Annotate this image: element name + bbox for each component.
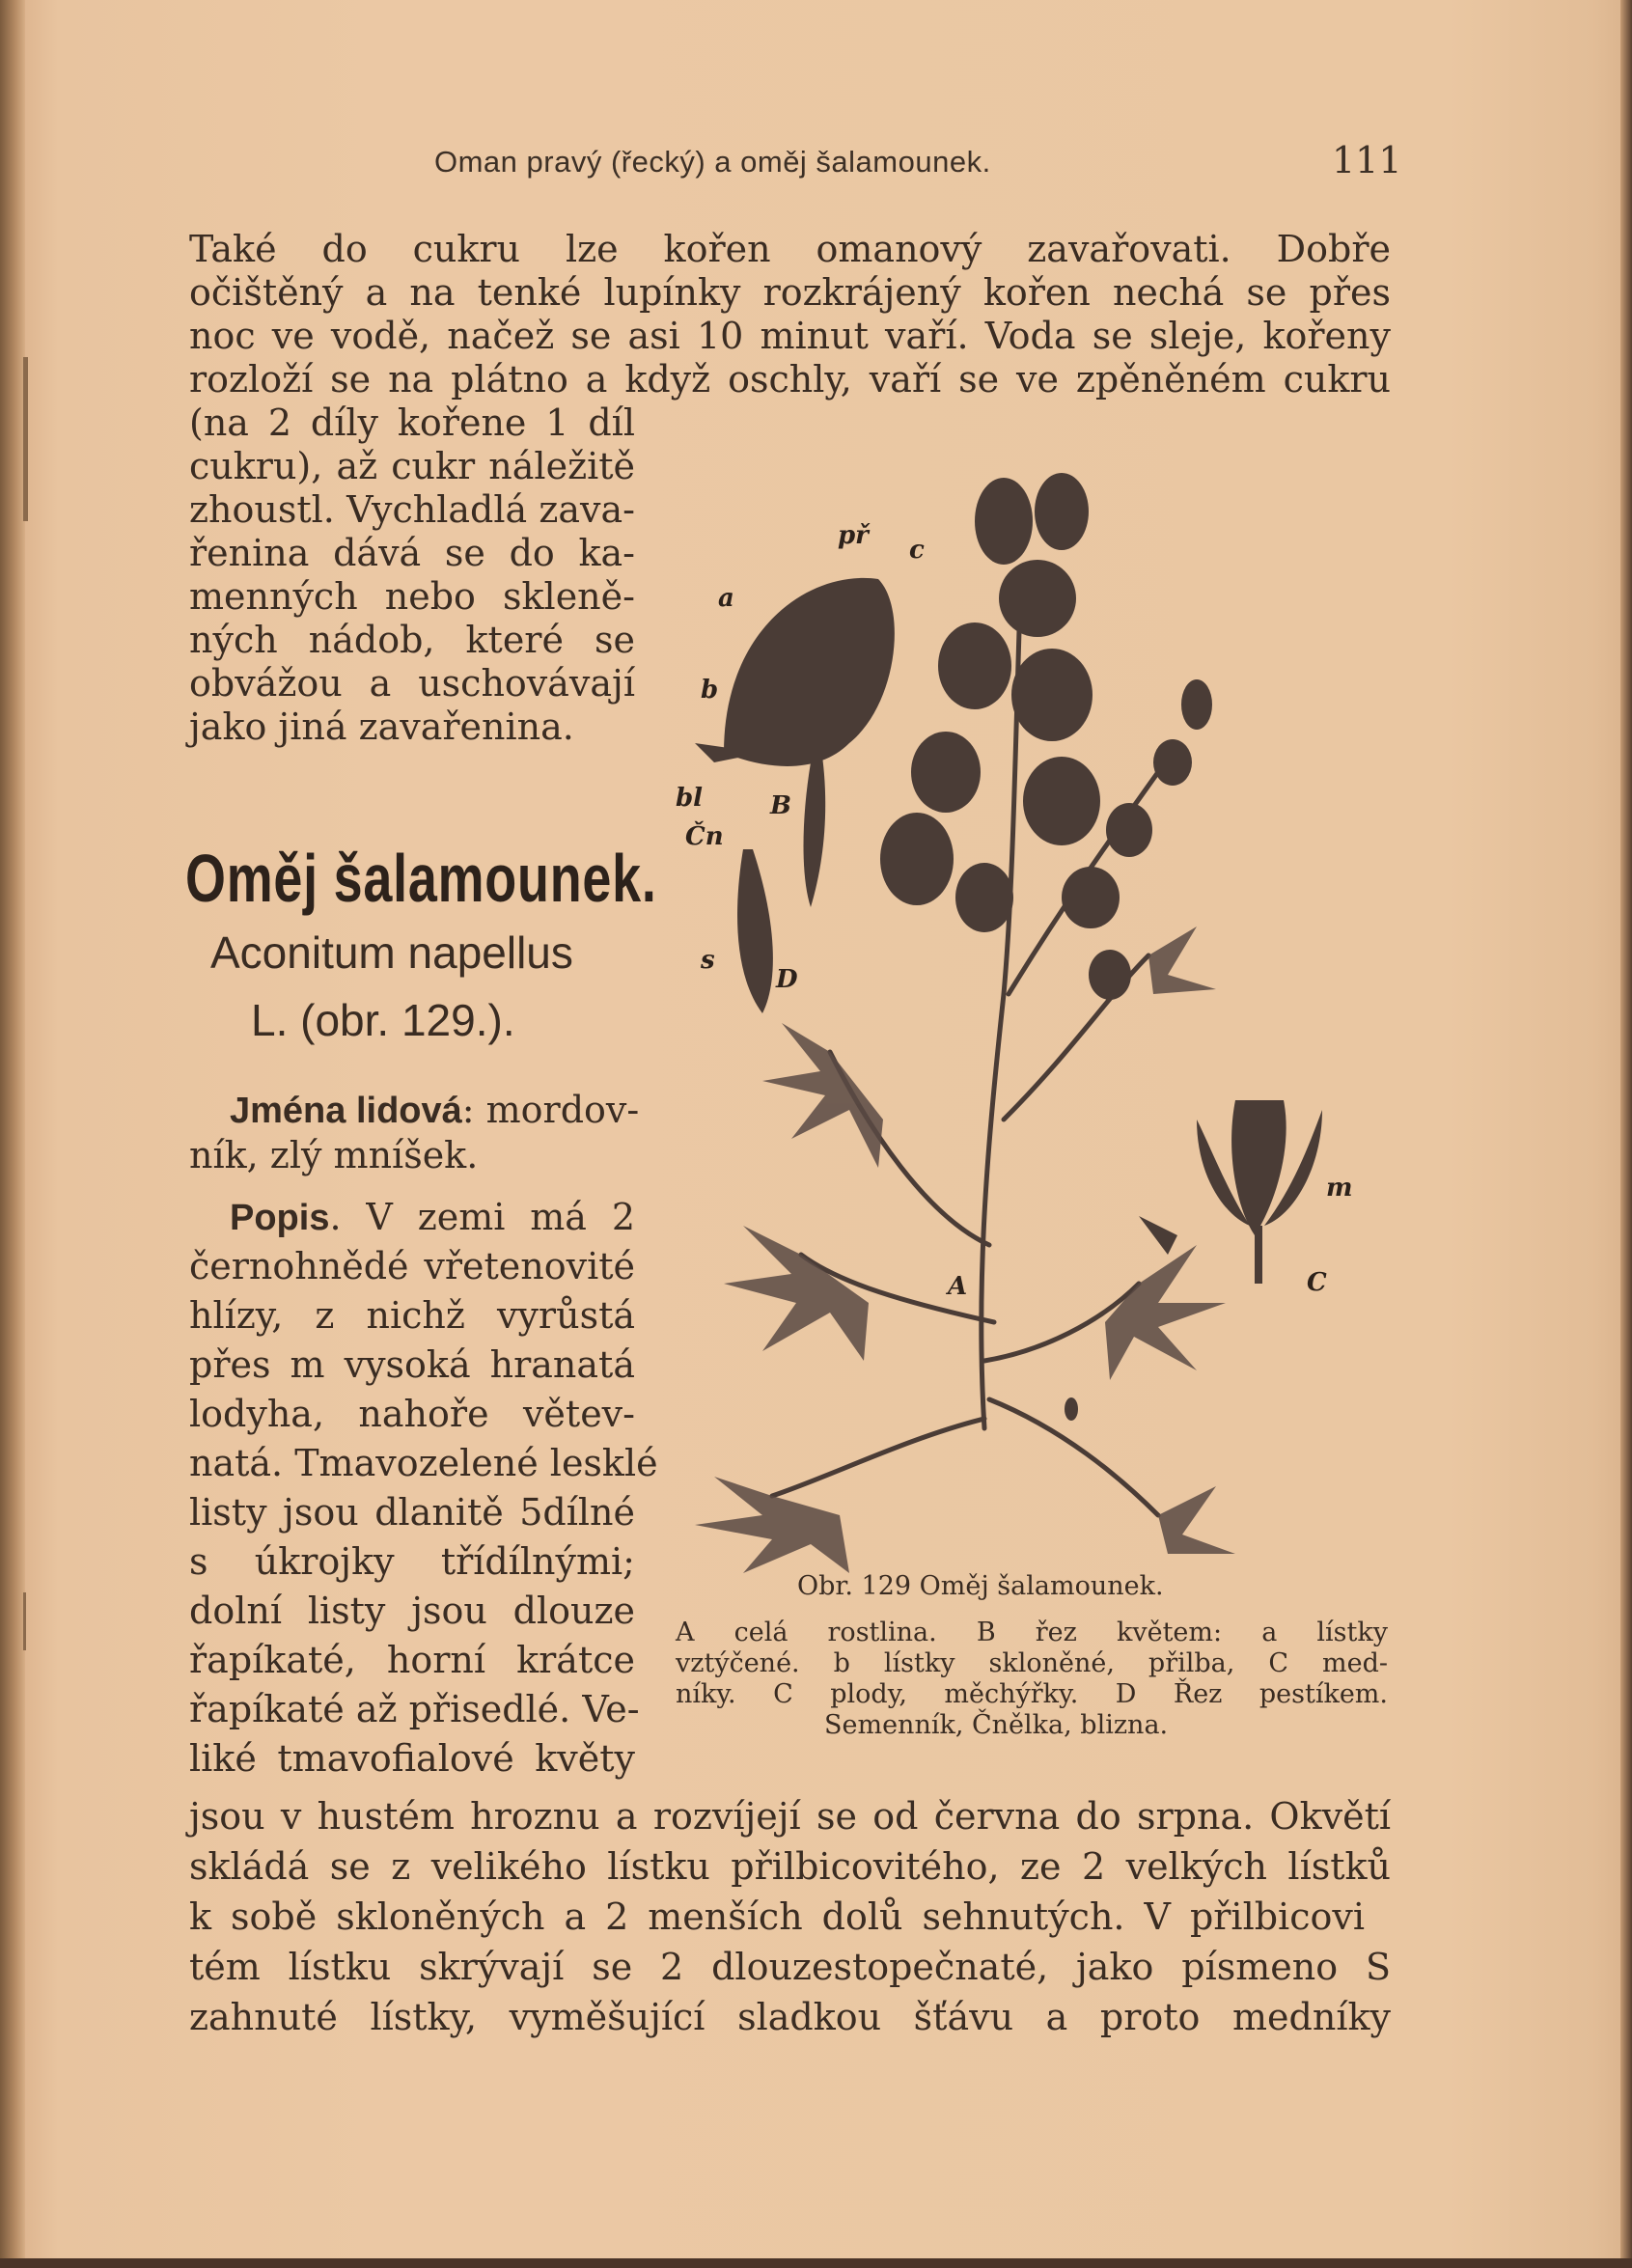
left-line-1: (na 2 díly kořene 1 díl (189, 401, 635, 444)
description-line: řapíkaté až přisedlé. Ve- (189, 1688, 640, 1730)
left-line-4: řenina dává se do ka- (189, 532, 635, 574)
folk-names-label: Jména lidová (230, 1091, 462, 1131)
description-label: Popis (230, 1198, 330, 1238)
figure-caption-line: Semenník, Čnělka, blizna. (824, 1710, 1169, 1740)
figure-caption-line: níky. C plody, měchýřky. D Řez pestíkem. (676, 1679, 1388, 1709)
intro-line-2: očištěný a na tenké lupínky rozkrájený kořen nechá se přes (189, 271, 1391, 314)
figure-caption-line: A celá rostlina. B řez květem: a lístky (676, 1618, 1388, 1647)
label-m: m (1326, 1174, 1353, 1203)
left-line-3: zhoustl. Vychladlá zava- (189, 488, 635, 531)
aconitum-illustration (656, 454, 1409, 1573)
bottom-line-4: tém lístku skrývají se 2 dlouzestopečnaté, jako písmeno S (189, 1946, 1391, 1988)
label-bl: bl (676, 784, 704, 813)
intro-line-4: rozloží se na plátno a když oschly, vaří se ve zpěněném cukru (189, 358, 1391, 401)
label-C: C (1307, 1268, 1327, 1297)
description-line: liké tmavofialové květy (189, 1737, 635, 1780)
bottom-line-5: zahnuté lístky, vyměšující sladkou šťávu a proto medníky (189, 1996, 1391, 2038)
book-spine-edge (0, 0, 25, 2268)
left-line-2: cukru), až cukr náležitě (189, 445, 635, 487)
bottom-line-1: jsou v hustém hroznu a rozvíjejí se od června do srpna. Okvětí (189, 1795, 1391, 1838)
left-line-5: menných nebo skleně- (189, 575, 635, 618)
figure-caption-title: Obr. 129 Oměj šalamounek. (797, 1571, 1164, 1601)
page-number: 111 (1332, 139, 1402, 181)
description-line: lodyha, nahoře větev- (189, 1393, 635, 1435)
description-line: hlízy, z nichž vyrůstá (189, 1294, 635, 1337)
left-line-8: jako jiná zavařenina. (189, 705, 574, 748)
figure-caption-line: vztýčené. b lístky skloněné, přilba, C med- (676, 1648, 1388, 1678)
latin-reference: L. (obr. 129.). (251, 995, 515, 1045)
bottom-line-2: skládá se z velikého lístku přilbicovitého, ze 2 velkých lístků (189, 1845, 1391, 1888)
folk-names-text: : mordov- (461, 1089, 640, 1131)
description-line: řapíkaté, horní krátce (189, 1639, 635, 1681)
label-c: c (909, 536, 925, 565)
left-line-7: obvážou a uschovávají (189, 662, 635, 705)
binding-mark (23, 357, 28, 521)
label-B: B (770, 791, 791, 820)
latin-name: Aconitum napellus (210, 927, 573, 978)
folk-names-line-2: ník, zlý mníšek. (189, 1134, 479, 1176)
label-s: s (701, 946, 715, 975)
description-line: listy jsou dlanitě 5dílné (189, 1491, 635, 1534)
label-A: A (948, 1272, 968, 1301)
description-line: dolní listy jsou dlouze (189, 1590, 635, 1632)
binding-mark (23, 1592, 26, 1650)
folk-names-line-1 (230, 1089, 640, 1133)
description-line-1 (230, 1196, 635, 1240)
description-first: . V zemi má 2 (329, 1196, 635, 1238)
section-title: Oměj šalamounek. (185, 841, 657, 916)
description-line: natá. Tmavozelené lesklé (189, 1442, 658, 1484)
page-right-edge (1620, 0, 1632, 2268)
running-title: Oman pravý (řecký) a oměj šalamounek. (434, 145, 991, 179)
intro-line-3: noc ve vodě, načež se asi 10 minut vaří. Voda se sleje, kořeny (189, 315, 1391, 357)
left-line-6: ných nádob, které se (189, 619, 635, 661)
label-pr: př (838, 521, 869, 550)
intro-line-1: Také do cukru lze kořen omanový zavařovati. Dobře (189, 228, 1391, 270)
label-b: b (701, 676, 719, 705)
label-a: a (718, 584, 734, 613)
label-cn: Čn (685, 822, 724, 851)
description-line: přes m vysoká hranatá (189, 1343, 635, 1386)
description-line: s úkrojky třídílnými; (189, 1540, 635, 1583)
bottom-line-3: k sobě skloněných a 2 menších dolů sehnutých. V přilbicovi (189, 1895, 1365, 1938)
description-line: černohnědé vřetenovité (189, 1245, 635, 1287)
page-bottom-edge (0, 2258, 1632, 2268)
label-D: D (776, 965, 798, 994)
